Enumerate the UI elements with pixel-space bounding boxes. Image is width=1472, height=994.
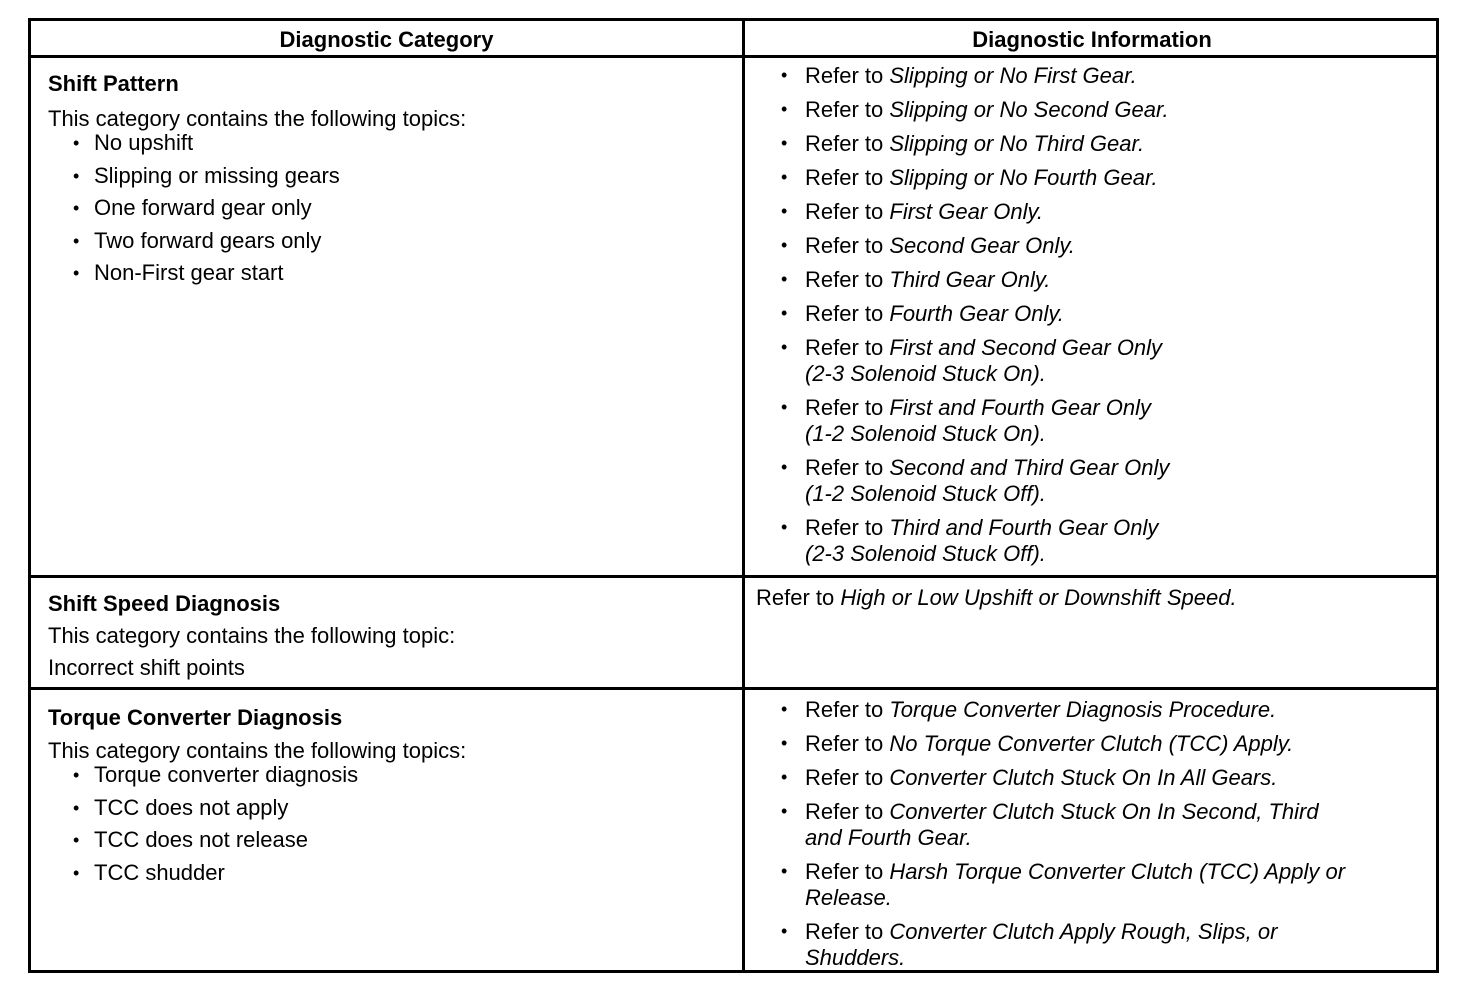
bullet-icon: • xyxy=(781,201,788,221)
bullet-icon: • xyxy=(73,165,80,186)
reference-link[interactable]: Converter Clutch Stuck On In All Gears. xyxy=(889,765,1278,790)
shift-pattern-category-cell xyxy=(48,72,466,294)
list-item: • Refer to First and Fourth Gear Only (1-2 Solenoid Stuck On). xyxy=(781,395,1152,446)
torque-converter-information-cell xyxy=(745,697,1435,971)
reference-link[interactable]: Torque Converter Diagnosis Procedure. xyxy=(889,697,1277,722)
reference-link[interactable]: Third and Fourth Gear Only xyxy=(889,515,1159,540)
bullet-icon: • xyxy=(781,457,788,477)
list-item: • Refer to Converter Clutch Stuck On In All Gears. xyxy=(781,765,1278,790)
reference-continuation: (2-3 Solenoid Stuck On). xyxy=(805,361,1046,386)
reference-link[interactable]: Slipping or No Third Gear. xyxy=(889,131,1145,156)
reference-continuation: and Fourth Gear. xyxy=(805,825,972,850)
diagnostic-table xyxy=(28,18,1439,973)
reference-link[interactable]: Slipping or No First Gear. xyxy=(889,63,1137,88)
list-item: • Refer to Third and Fourth Gear Only (2-3 Solenoid Stuck Off). xyxy=(781,515,1159,566)
reference-link[interactable]: High or Low Upshift or Downshift Speed. xyxy=(840,585,1237,610)
reference-link[interactable]: Slipping or No Fourth Gear. xyxy=(889,165,1158,190)
bullet-icon: • xyxy=(781,801,788,821)
list-item: • Refer to Second Gear Only. xyxy=(781,233,1075,258)
bullet-icon: • xyxy=(781,921,788,941)
category-description: This category contains the following topics: xyxy=(48,106,467,131)
reference-continuation: Release. xyxy=(805,885,892,910)
list-item: • Refer to Fourth Gear Only. xyxy=(781,301,1064,326)
reference-link[interactable]: Converter Clutch Stuck On In Second, Third xyxy=(889,799,1319,824)
bullet-icon: • xyxy=(781,99,788,119)
reference-link[interactable]: Second Gear Only. xyxy=(889,233,1075,258)
list-item: • Refer to Converter Clutch Apply Rough, Slips, or Shudders. xyxy=(781,919,1278,970)
list-item: • Refer to Slipping or No Second Gear. xyxy=(781,97,1169,122)
reference-link[interactable]: No Torque Converter Clutch (TCC) Apply. xyxy=(889,731,1294,756)
bullet-icon: • xyxy=(781,269,788,289)
topic-item: Incorrect shift points xyxy=(48,655,245,680)
bullet-icon: • xyxy=(781,733,788,753)
list-item: • One forward gear only xyxy=(73,195,312,220)
list-item: • TCC does not release xyxy=(73,827,308,852)
bullet-icon: • xyxy=(73,133,80,153)
reference-continuation: Shudders. xyxy=(805,945,906,970)
bullet-icon: • xyxy=(781,767,788,787)
shift-speed-category-cell xyxy=(48,592,455,680)
torque-converter-category-cell xyxy=(48,706,466,893)
row-divider xyxy=(31,687,1436,690)
reference-link[interactable]: Harsh Torque Converter Clutch (TCC) Apply or xyxy=(889,859,1346,884)
column-header-information: Diagnostic Information xyxy=(972,27,1212,52)
reference-link[interactable]: Fourth Gear Only. xyxy=(889,301,1064,326)
list-item: • Torque converter diagnosis xyxy=(73,762,359,787)
category-title: Torque Converter Diagnosis xyxy=(48,705,343,730)
list-item: • Refer to Third Gear Only. xyxy=(781,267,1051,292)
bullet-icon: • xyxy=(781,699,788,719)
bullet-icon: • xyxy=(73,862,80,883)
row-divider xyxy=(31,575,1436,578)
shift-speed-information-cell: Refer to High or Low Upshift or Downshift Speed. xyxy=(756,585,1237,610)
reference-link[interactable]: Slipping or No Second Gear. xyxy=(889,97,1169,122)
list-item: • Refer to Slipping or No Fourth Gear. xyxy=(781,165,1158,190)
reference-link[interactable]: First and Second Gear Only xyxy=(889,335,1163,360)
reference-link[interactable]: Converter Clutch Apply Rough, Slips, or xyxy=(889,919,1278,944)
list-item: • Two forward gears only xyxy=(73,227,322,253)
bullet-icon: • xyxy=(781,167,788,187)
bullet-icon: • xyxy=(781,861,788,881)
list-item: • Non-First gear start xyxy=(73,260,284,285)
category-title: Shift Pattern xyxy=(48,71,179,96)
list-item: • Refer to First Gear Only. xyxy=(781,199,1043,224)
bullet-icon: • xyxy=(73,230,80,251)
bullet-icon: • xyxy=(781,517,788,537)
reference-continuation: (2-3 Solenoid Stuck Off). xyxy=(805,541,1046,566)
list-item: • Refer to First and Second Gear Only (2-3 Solenoid Stuck On). xyxy=(781,335,1163,386)
list-item: • Slipping or missing gears xyxy=(73,162,340,188)
list-item: • Refer to No Torque Converter Clutch (TCC) Apply. xyxy=(781,731,1294,756)
list-item: • Refer to Torque Converter Diagnosis Procedure. xyxy=(781,697,1277,722)
category-title: Shift Speed Diagnosis xyxy=(48,591,281,616)
bullet-icon: • xyxy=(781,397,788,417)
list-item: • Refer to Converter Clutch Stuck On In Second, Third and Fourth Gear. xyxy=(781,799,1319,850)
reference-list xyxy=(745,697,1435,971)
list-item: • Refer to Slipping or No Third Gear. xyxy=(781,131,1145,156)
shift-pattern-information-cell xyxy=(745,63,1435,567)
reference-link[interactable]: First and Fourth Gear Only xyxy=(889,395,1152,420)
header-divider xyxy=(31,55,1436,58)
topic-list xyxy=(48,131,466,294)
bullet-icon: • xyxy=(781,303,788,323)
list-item: • TCC shudder xyxy=(73,859,225,885)
topic-list xyxy=(48,763,466,893)
list-item: • Refer to Harsh Torque Converter Clutch (TCC) Apply or Release. xyxy=(781,859,1346,910)
bullet-icon: • xyxy=(781,133,788,153)
category-description: This category contains the following topic: xyxy=(48,623,456,648)
column-header-category: Diagnostic Category xyxy=(279,27,494,52)
bullet-icon: • xyxy=(781,65,788,85)
list-item: • Refer to Second and Third Gear Only (1-2 Solenoid Stuck Off). xyxy=(781,455,1170,506)
reference-link[interactable]: First Gear Only. xyxy=(889,199,1043,224)
bullet-icon: • xyxy=(73,765,80,785)
reference-link[interactable]: Third Gear Only. xyxy=(889,267,1051,292)
reference-continuation: (1-2 Solenoid Stuck Off). xyxy=(805,481,1046,506)
bullet-icon: • xyxy=(73,797,80,818)
bullet-icon: • xyxy=(73,263,80,283)
reference-continuation: (1-2 Solenoid Stuck On). xyxy=(805,421,1046,446)
list-item: • Refer to Slipping or No First Gear. xyxy=(781,63,1137,88)
list-item: • No upshift xyxy=(73,130,194,155)
list-item: • TCC does not apply xyxy=(73,794,289,820)
reference-link[interactable]: Second and Third Gear Only xyxy=(889,455,1170,480)
bullet-icon: • xyxy=(73,830,80,850)
reference-list xyxy=(745,63,1435,567)
bullet-icon: • xyxy=(73,198,80,218)
bullet-icon: • xyxy=(781,337,788,357)
category-description: This category contains the following topics: xyxy=(48,738,467,763)
bullet-icon: • xyxy=(781,235,788,255)
